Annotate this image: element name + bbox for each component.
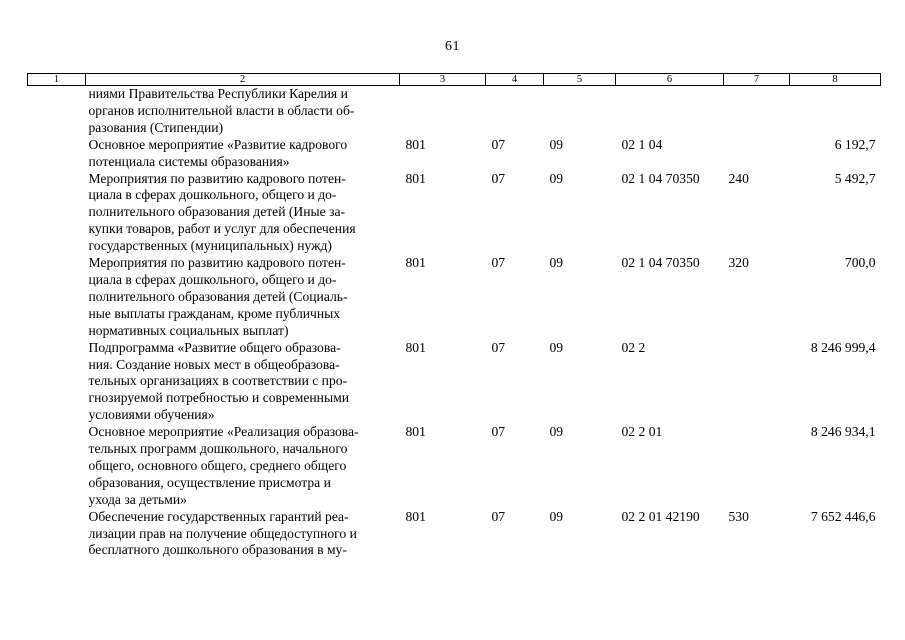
target-article-code: 02 2 01 <box>621 424 663 440</box>
column-header-3: 3 <box>400 74 486 86</box>
column-header-7: 7 <box>724 74 790 86</box>
expense-name-line: образования, осуществление присмотра и <box>88 474 331 490</box>
grbs-code: 801 <box>405 424 426 440</box>
table-row <box>28 86 881 137</box>
expense-name-line: бесплатного дошкольного образования в му- <box>88 542 347 558</box>
expense-name-line: циала в сферах дошкольного, общего и до- <box>88 271 337 287</box>
amount: 5 492,7 <box>834 170 876 186</box>
expense-name-line: ные выплаты гражданам, кроме публичных <box>88 305 341 321</box>
section-code: 07 <box>491 339 506 355</box>
column-header-2: 2 <box>86 74 400 86</box>
table-row <box>28 340 881 425</box>
expense-name-line: органов исполнительной власти в области об- <box>88 102 355 118</box>
amount: 8 246 934,1 <box>810 424 876 440</box>
cell-col-1 <box>28 86 86 137</box>
expense-name <box>86 171 400 256</box>
expense-type-code: 530 <box>728 508 749 524</box>
expense-name-line: ухода за детьми» <box>88 491 187 507</box>
grbs-code: 801 <box>405 136 426 152</box>
grbs-code: 801 <box>405 170 426 186</box>
expense-name-line: полнительного образования детей (Иные за- <box>88 204 346 220</box>
expense-name <box>86 137 400 171</box>
expense-type-code: 320 <box>728 255 749 271</box>
section-code: 07 <box>491 136 506 152</box>
expense-name-line: ниями Правительства Республики Карелия и <box>88 86 348 101</box>
expense-name-line: Мероприятия по развитию кадрового потен- <box>88 170 346 186</box>
section-code: 07 <box>491 424 506 440</box>
column-header-6: 6 <box>616 74 724 86</box>
expense-name <box>86 255 400 340</box>
target-article-code: 02 2 <box>621 339 646 355</box>
expense-name-line: полнительного образования детей (Социаль- <box>88 288 348 304</box>
expense-name <box>86 509 400 560</box>
expense-name-line: тельных программ дошкольного, начального <box>88 441 348 457</box>
subsection-code: 09 <box>549 508 564 524</box>
expense-name-line: тельных организациях в соответствии с про- <box>88 373 348 389</box>
target-article-code: 02 1 04 70350 <box>621 255 700 271</box>
section-code: 07 <box>491 170 506 186</box>
budget-table <box>27 73 881 559</box>
grbs-code: 801 <box>405 339 426 355</box>
expense-type-code: 240 <box>728 170 749 186</box>
column-header-8: 8 <box>790 74 881 86</box>
expense-name-line: условиями обучения» <box>88 407 215 423</box>
column-header-5: 5 <box>544 74 616 86</box>
subsection-code: 09 <box>549 255 564 271</box>
section-code: 07 <box>491 508 506 524</box>
table-body <box>28 86 881 560</box>
expense-name-line: потенциала системы образования» <box>88 153 290 169</box>
grbs-code <box>400 86 486 137</box>
expense-name <box>86 86 400 137</box>
amount: 700,0 <box>844 255 876 271</box>
cell-col-1 <box>28 171 86 256</box>
expense-name-line: гнозируемой потребностью и современными <box>88 390 349 406</box>
subsection-code: 09 <box>549 170 564 186</box>
column-header-1: 1 <box>28 74 86 86</box>
amount: 6 192,7 <box>834 136 876 152</box>
section-code <box>486 86 544 137</box>
page-number: 61 <box>445 39 460 54</box>
expense-name-line: лизации прав на получение общедоступного и <box>88 525 357 541</box>
cell-col-1 <box>28 509 86 560</box>
subsection-code: 09 <box>549 136 564 152</box>
expense-name-line: общего, основного общего, среднего общего <box>88 457 347 473</box>
cell-col-1 <box>28 340 86 425</box>
expense-name-line: циала в сферах дошкольного, общего и до- <box>88 187 337 203</box>
subsection-code <box>544 86 616 137</box>
subsection-code: 09 <box>549 424 564 440</box>
expense-type-code <box>724 340 790 425</box>
grbs-code: 801 <box>405 508 426 524</box>
target-article-code: 02 2 01 42190 <box>621 508 700 524</box>
expense-name-line: купки товаров, работ и услуг для обеспечения <box>88 221 356 237</box>
table-row <box>28 509 881 560</box>
amount: 8 246 999,4 <box>810 339 876 355</box>
table-header <box>28 74 881 86</box>
expense-name-line: Подпрограмма «Развитие общего образова- <box>88 339 341 355</box>
expense-name-line: ния. Создание новых мест в общеобразова- <box>88 356 340 372</box>
expense-name-line: разования (Стипендии) <box>88 119 224 135</box>
cell-col-1 <box>28 424 86 509</box>
expense-name-line: государственных (муниципальных) нужд) <box>88 238 332 254</box>
amount: 7 652 446,6 <box>810 508 876 524</box>
expense-name-line: Основное мероприятие «Развитие кадрового <box>88 136 348 152</box>
expense-name-line: Обеспечение государственных гарантий реа- <box>88 508 349 524</box>
expense-name <box>86 424 400 509</box>
target-article-code <box>616 86 724 137</box>
expense-name <box>86 340 400 425</box>
table-row <box>28 137 881 171</box>
target-article-code: 02 1 04 70350 <box>621 170 700 186</box>
column-number-row <box>28 74 881 86</box>
grbs-code: 801 <box>405 255 426 271</box>
table-row <box>28 255 881 340</box>
expense-type-code <box>724 424 790 509</box>
expense-name-line: нормативных социальных выплат) <box>88 322 289 338</box>
expense-name-line: Основное мероприятие «Реализация образова- <box>88 424 359 440</box>
target-article-code: 02 1 04 <box>621 136 663 152</box>
table-row <box>28 424 881 509</box>
table-row <box>28 171 881 256</box>
column-header-4: 4 <box>486 74 544 86</box>
cell-col-1 <box>28 255 86 340</box>
subsection-code: 09 <box>549 339 564 355</box>
amount <box>790 86 881 137</box>
expense-type-code <box>724 137 790 171</box>
expense-name-line: Мероприятия по развитию кадрового потен- <box>88 255 346 271</box>
cell-col-1 <box>28 137 86 171</box>
section-code: 07 <box>491 255 506 271</box>
expense-type-code <box>724 86 790 137</box>
